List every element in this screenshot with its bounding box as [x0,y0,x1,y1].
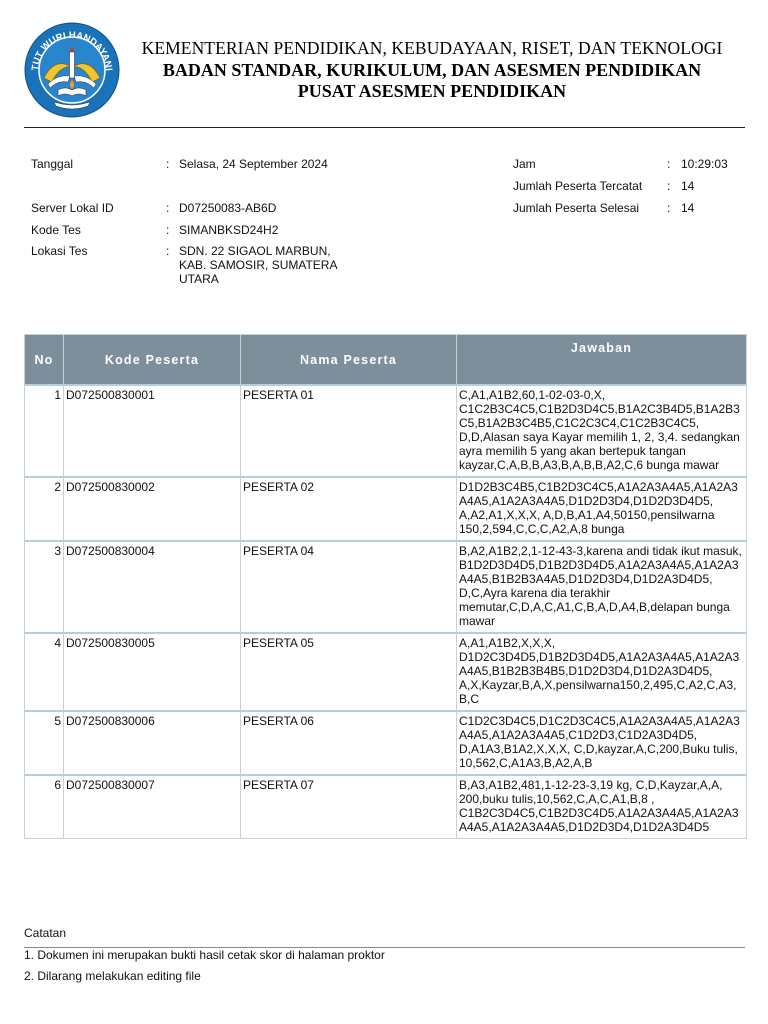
tercatat-label: Jumlah Peserta Tercatat [513,179,643,193]
col-header-jawaban: Jawaban [457,335,747,386]
row-no: 2 [25,477,64,541]
row-no: 1 [25,385,64,477]
row-kode: D072500830002 [64,477,241,541]
col-header-no: No [25,335,64,386]
row-no: 3 [25,541,64,633]
row-jawaban: B,A3,A1B2,481,1-12-23-3,19 kg, C,D,Kayzar,A,A, 200,buku tulis,10,562,C,A,C,A1,B,8 , C1B2C3D4C5,C1B2D3C4D5,A1A2A3A4A5,A1A2A3A4A5,A1A2A3A4A5,D1D2D3D4,D1D2A3D4D5 [457,775,747,839]
selesai-label: Jumlah Peserta Selesai [513,201,640,215]
catatan-title: Catatan [24,926,67,940]
row-jawaban: C,A1,A1B2,60,1-02-03-0,X, C1C2B3C4C5,C1B2D3D4C5,B1A2C3B4D5,B1A2B3C5,B1A2B3C4B5,C1C2C3C4,C1C2B3C4C5, D,D,Alasan saya Kayar memilih 1, 2, 3,4. sedangkan ayra memilih 5 yang akan bertepuk tangan kayzar,C,A,B,B,A3,B,A,B,B,A2,C,6 bunga mawar [457,385,747,477]
kode-tes-colon: : [166,223,170,237]
center-name: PUSAT ASESMEN PENDIDIKAN [297,81,567,101]
col-header-kode: Kode Peserta [64,335,241,386]
row-no: 5 [25,711,64,775]
catatan-note: 2. Dilarang melakukan editing file [24,969,201,983]
row-jawaban: A,A1,A1B2,X,X,X, D1D2C3D4D5,D1B2D3D4D5,A1A2A3A4A5,A1A2A3A4A5,B1B2B3B4B5,D1D2D3D4,D1D2A3D4D5, A,X,Kayzar,B,A,X,pensilwarna150,2,495,C,A2,C,A3,B,C [457,633,747,711]
kode-tes-value: SIMANBKSD24H2 [179,223,279,237]
row-kode: D072500830005 [64,633,241,711]
table-header-row [25,335,747,386]
row-nama: PESERTA 06 [241,711,457,775]
jam-colon: : [667,157,671,171]
header-divider [24,127,745,128]
row-jawaban: B,A2,A1B2,2,1-12-43-3,karena andi tidak ikut masuk, B1D2D3D4D5,D1B2D3D4D5,A1A2A3A4A5,A1A2A3A4A5,B1B2B3A4A5,D1D2D3D4,D1D2A3D4D5, D,C,Ayra karena dia terakhir memutar,C,D,A,C,A1,C,B,A,D,A4,B,delapan bunga mawar [457,541,747,633]
row-nama: PESERTA 04 [241,541,457,633]
tercatat-colon: : [667,179,671,193]
row-jawaban: C1D2C3D4C5,D1C2D3C4C5,A1A2A3A4A5,A1A2A3A4A5,A1A2A3A4A5,C1D2D3,C1D2A3D4D5, D,A1A3,B1A2,X,X,X, C,D,kayzar,A,C,200,Buku tulis, 10,562,C,A1A3,B,A2,A,B [457,711,747,775]
table-row [25,633,747,711]
row-nama: PESERTA 02 [241,477,457,541]
results-table [24,334,747,839]
table-row [25,775,747,839]
agency-name: BADAN STANDAR, KURIKULUM, DAN ASESMEN PENDIDIKAN [162,60,702,80]
server-label: Server Lokal ID [31,201,114,215]
kode-tes-label: Kode Tes [31,223,81,237]
selesai-colon: : [667,201,671,215]
table-row [25,385,747,477]
lokasi-value: SDN. 22 SIGAOL MARBUN, KAB. SAMOSIR, SUMATERA UTARA [179,244,337,286]
lokasi-colon: : [166,244,170,258]
table-row [25,711,747,775]
server-value: D07250083-AB6D [179,201,277,215]
lokasi-label: Lokasi Tes [31,244,88,258]
row-no: 4 [25,633,64,711]
table-row [25,541,747,633]
row-nama: PESERTA 05 [241,633,457,711]
row-jawaban: D1D2B3C4B5,C1B2D3C4C5,A1A2A3A4A5,A1A2A3A4A5,A1A2A3A4A5,D1D2D3D4,D1D2D3D4D5, A,A2,A1,X,X,X, A,D,B,A1,A4,50150,pensilwarna 150,2,594,C,C,C,A2,A,8 bunga [457,477,747,541]
ministry-name: KEMENTERIAN PENDIDIKAN, KEBUDAYAAN, RISET, DAN TEKNOLOGI [141,38,723,58]
logo-motto: TUT WURI HANDAYANI [29,29,114,72]
selesai-value: 14 [681,201,695,215]
row-nama: PESERTA 07 [241,775,457,839]
row-kode: D072500830006 [64,711,241,775]
logo-emblem-icon [24,22,120,118]
tut-wuri-handayani-logo [24,22,120,118]
row-kode: D072500830004 [64,541,241,633]
table-row [25,477,747,541]
tanggal-label: Tanggal [31,157,74,171]
jam-label: Jam [513,157,536,171]
col-header-nama: Nama Peserta [241,335,457,386]
row-nama: PESERTA 01 [241,385,457,477]
jam-value: 10:29:03 [681,157,728,171]
server-colon: : [166,201,170,215]
row-kode: D072500830007 [64,775,241,839]
catatan-note: 1. Dokumen ini merupakan bukti hasil cetak skor di halaman proktor [24,948,385,962]
tanggal-colon: : [166,157,170,171]
row-no: 6 [25,775,64,839]
tercatat-value: 14 [681,179,695,193]
tanggal-value: Selasa, 24 September 2024 [179,157,328,171]
row-kode: D072500830001 [64,385,241,477]
